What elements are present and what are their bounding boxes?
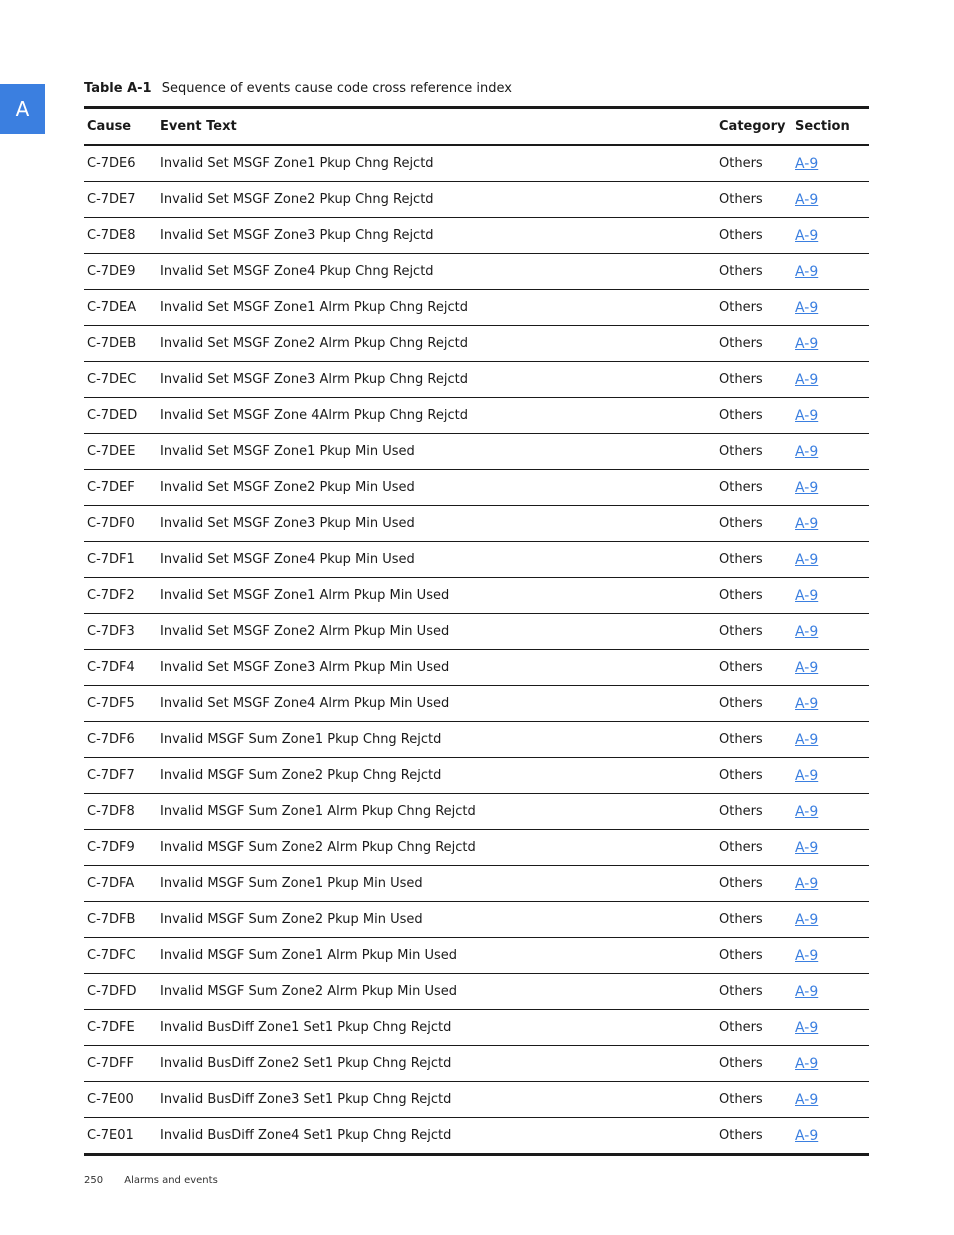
section-link[interactable]: A-9: [795, 1127, 819, 1144]
table-row: [84, 614, 869, 650]
cell-cause: C-7DE6: [87, 156, 136, 171]
cell-section: [795, 876, 869, 892]
table-row: [84, 326, 869, 362]
table-row: [84, 470, 869, 506]
cell-category: Others: [719, 912, 763, 927]
cell-event-text: Invalid Set MSGF Zone1 Pkup Min Used: [160, 444, 415, 459]
section-link[interactable]: A-9: [795, 587, 819, 604]
cell-category: Others: [719, 444, 763, 459]
cell-cause: C-7DFC: [87, 948, 136, 963]
cell-category: Others: [719, 228, 763, 243]
cell-cause: C-7DE9: [87, 264, 136, 279]
table-row: [84, 182, 869, 218]
cell-cause: C-7DFA: [87, 876, 135, 891]
cell-cause: C-7DF0: [87, 516, 135, 531]
cell-cause: C-7DEA: [87, 300, 137, 315]
cell-section: [795, 984, 869, 1000]
section-link[interactable]: A-9: [795, 299, 819, 316]
cell-cause: C-7DEC: [87, 372, 137, 387]
section-link[interactable]: A-9: [795, 443, 819, 460]
cell-section: [795, 624, 869, 640]
table-row: [84, 362, 869, 398]
table-row: [84, 1010, 869, 1046]
cell-category: Others: [719, 336, 763, 351]
section-link[interactable]: A-9: [795, 875, 819, 892]
section-link[interactable]: A-9: [795, 263, 819, 280]
cell-event-text: Invalid MSGF Sum Zone1 Alrm Pkup Chng Rejctd: [160, 804, 476, 819]
cause-code-table: [84, 106, 869, 1156]
section-link[interactable]: A-9: [795, 407, 819, 424]
cell-category: Others: [719, 624, 763, 639]
table-row: [84, 434, 869, 470]
cell-category: Others: [719, 732, 763, 747]
cell-cause: C-7DE8: [87, 228, 136, 243]
table-row: [84, 902, 869, 938]
cell-event-text: Invalid Set MSGF Zone 4Alrm Pkup Chng Rejctd: [160, 408, 468, 423]
section-link[interactable]: A-9: [795, 1091, 819, 1108]
cell-event-text: Invalid Set MSGF Zone4 Pkup Chng Rejctd: [160, 264, 434, 279]
cell-category: Others: [719, 552, 763, 567]
cell-event-text: Invalid Set MSGF Zone2 Pkup Min Used: [160, 480, 415, 495]
cell-section: [795, 444, 869, 460]
section-link[interactable]: A-9: [795, 155, 819, 172]
table-row: [84, 1118, 869, 1153]
cell-section: [795, 588, 869, 604]
cell-cause: C-7DFE: [87, 1020, 135, 1035]
cell-section: [795, 948, 869, 964]
cell-section: [795, 156, 869, 172]
cell-category: Others: [719, 372, 763, 387]
table-row: [84, 218, 869, 254]
table-row: [84, 290, 869, 326]
cell-category: Others: [719, 804, 763, 819]
cell-cause: C-7E00: [87, 1092, 134, 1107]
cell-category: Others: [719, 300, 763, 315]
table-caption: [84, 80, 512, 97]
table-row: [84, 1082, 869, 1118]
section-link[interactable]: A-9: [795, 731, 819, 748]
table-row: [84, 506, 869, 542]
cell-section: [795, 804, 869, 820]
cell-cause: C-7DF8: [87, 804, 135, 819]
cell-category: Others: [719, 1128, 763, 1143]
cell-event-text: Invalid Set MSGF Zone1 Pkup Chng Rejctd: [160, 156, 434, 171]
cell-category: Others: [719, 876, 763, 891]
cell-event-text: Invalid Set MSGF Zone3 Alrm Pkup Chng Rejctd: [160, 372, 468, 387]
section-link[interactable]: A-9: [795, 191, 819, 208]
cell-category: Others: [719, 588, 763, 603]
cell-category: Others: [719, 984, 763, 999]
cell-cause: C-7DF4: [87, 660, 135, 675]
cell-section: [795, 408, 869, 424]
header-cause: Cause: [87, 119, 132, 134]
cell-category: Others: [719, 192, 763, 207]
cell-event-text: Invalid Set MSGF Zone2 Alrm Pkup Chng Rejctd: [160, 336, 468, 351]
cell-event-text: Invalid MSGF Sum Zone2 Pkup Chng Rejctd: [160, 768, 442, 783]
cell-section: [795, 372, 869, 388]
table-row: [84, 794, 869, 830]
section-link[interactable]: A-9: [795, 515, 819, 532]
cell-cause: C-7DF7: [87, 768, 135, 783]
cell-cause: C-7DF9: [87, 840, 135, 855]
cell-category: Others: [719, 948, 763, 963]
cell-category: Others: [719, 156, 763, 171]
appendix-tab-marker: [0, 84, 45, 134]
cell-event-text: Invalid MSGF Sum Zone2 Alrm Pkup Chng Rejctd: [160, 840, 476, 855]
cell-section: [795, 516, 869, 532]
section-link[interactable]: A-9: [795, 659, 819, 676]
cell-category: Others: [719, 408, 763, 423]
cell-cause: C-7DEF: [87, 480, 135, 495]
table-row: [84, 938, 869, 974]
cell-cause: C-7E01: [87, 1128, 134, 1143]
cell-section: [795, 912, 869, 928]
table-row: [84, 398, 869, 434]
cell-cause: C-7DF3: [87, 624, 135, 639]
section-link[interactable]: A-9: [795, 335, 819, 352]
cell-event-text: Invalid Set MSGF Zone4 Alrm Pkup Min Used: [160, 696, 450, 711]
cell-cause: C-7DEB: [87, 336, 137, 351]
cell-section: [795, 192, 869, 208]
appendix-tab-letter: A: [15, 97, 30, 121]
cell-cause: C-7DF1: [87, 552, 135, 567]
cell-category: Others: [719, 696, 763, 711]
cell-category: Others: [719, 264, 763, 279]
cell-event-text: Invalid BusDiff Zone3 Set1 Pkup Chng Rejctd: [160, 1092, 452, 1107]
table-row: [84, 830, 869, 866]
cell-section: [795, 552, 869, 568]
section-link[interactable]: A-9: [795, 551, 819, 568]
cell-event-text: Invalid BusDiff Zone2 Set1 Pkup Chng Rejctd: [160, 1056, 452, 1071]
cell-section: [795, 228, 869, 244]
cell-section: [795, 840, 869, 856]
section-link[interactable]: A-9: [795, 371, 819, 388]
cell-section: [795, 696, 869, 712]
cell-cause: C-7DF6: [87, 732, 135, 747]
section-link[interactable]: A-9: [795, 911, 819, 928]
section-link[interactable]: A-9: [795, 1055, 819, 1072]
cell-section: [795, 732, 869, 748]
header-category: Category: [719, 119, 786, 134]
cell-event-text: Invalid Set MSGF Zone1 Alrm Pkup Chng Rejctd: [160, 300, 468, 315]
header-section: Section: [795, 119, 850, 134]
section-link[interactable]: A-9: [795, 983, 819, 1000]
section-link[interactable]: A-9: [795, 695, 819, 712]
table-row: [84, 650, 869, 686]
table-row: [84, 542, 869, 578]
table-row: [84, 686, 869, 722]
section-link[interactable]: A-9: [795, 623, 819, 640]
cell-category: Others: [719, 516, 763, 531]
cell-event-text: Invalid BusDiff Zone4 Set1 Pkup Chng Rejctd: [160, 1128, 452, 1143]
section-link[interactable]: A-9: [795, 1019, 819, 1036]
cell-event-text: Invalid Set MSGF Zone1 Alrm Pkup Min Used: [160, 588, 450, 603]
cell-cause: C-7DF5: [87, 696, 135, 711]
footer-section-title: Alarms and events: [124, 1175, 218, 1186]
table-row: [84, 578, 869, 614]
section-link[interactable]: A-9: [795, 227, 819, 244]
cell-event-text: Invalid MSGF Sum Zone2 Alrm Pkup Min Used: [160, 984, 458, 999]
cell-event-text: Invalid MSGF Sum Zone1 Pkup Chng Rejctd: [160, 732, 442, 747]
table-caption-title: Sequence of events cause code cross reference index: [161, 81, 512, 96]
cell-event-text: Invalid BusDiff Zone1 Set1 Pkup Chng Rejctd: [160, 1020, 452, 1035]
cell-cause: C-7DE7: [87, 192, 136, 207]
cell-section: [795, 1020, 869, 1036]
cell-section: [795, 1128, 869, 1144]
cell-category: Others: [719, 480, 763, 495]
cell-section: [795, 336, 869, 352]
cell-event-text: Invalid MSGF Sum Zone2 Pkup Min Used: [160, 912, 423, 927]
table-row: [84, 866, 869, 902]
cell-category: Others: [719, 660, 763, 675]
cell-event-text: Invalid MSGF Sum Zone1 Alrm Pkup Min Used: [160, 948, 458, 963]
cell-event-text: Invalid Set MSGF Zone3 Alrm Pkup Min Used: [160, 660, 450, 675]
cell-section: [795, 660, 869, 676]
table-caption-label: Table A-1: [84, 81, 152, 96]
table-header-row: [84, 109, 869, 146]
cell-section: [795, 264, 869, 280]
cell-section: [795, 1056, 869, 1072]
section-link[interactable]: A-9: [795, 839, 819, 856]
page-footer: [84, 1175, 218, 1186]
table-row: [84, 974, 869, 1010]
header-event-text: Event Text: [160, 119, 237, 134]
cell-section: [795, 1092, 869, 1108]
section-link[interactable]: A-9: [795, 479, 819, 496]
cell-cause: C-7DFF: [87, 1056, 135, 1071]
table-body: [84, 146, 869, 1153]
section-link[interactable]: A-9: [795, 947, 819, 964]
cell-category: Others: [719, 840, 763, 855]
section-link[interactable]: A-9: [795, 767, 819, 784]
cell-section: [795, 480, 869, 496]
cell-event-text: Invalid Set MSGF Zone3 Pkup Min Used: [160, 516, 415, 531]
cell-event-text: Invalid MSGF Sum Zone1 Pkup Min Used: [160, 876, 423, 891]
cell-section: [795, 300, 869, 316]
cell-event-text: Invalid Set MSGF Zone4 Pkup Min Used: [160, 552, 415, 567]
table-row: [84, 722, 869, 758]
cell-cause: C-7DF2: [87, 588, 135, 603]
cell-event-text: Invalid Set MSGF Zone3 Pkup Chng Rejctd: [160, 228, 434, 243]
cell-event-text: Invalid Set MSGF Zone2 Alrm Pkup Min Used: [160, 624, 450, 639]
cell-cause: C-7DFD: [87, 984, 137, 999]
section-link[interactable]: A-9: [795, 803, 819, 820]
cell-cause: C-7DED: [87, 408, 138, 423]
cell-category: Others: [719, 1092, 763, 1107]
page-number: 250: [84, 1175, 104, 1186]
cell-cause: C-7DFB: [87, 912, 136, 927]
cell-cause: C-7DEE: [87, 444, 136, 459]
table-row: [84, 254, 869, 290]
cell-category: Others: [719, 768, 763, 783]
table-row: [84, 146, 869, 182]
table-row: [84, 1046, 869, 1082]
cell-category: Others: [719, 1020, 763, 1035]
cell-section: [795, 768, 869, 784]
cell-category: Others: [719, 1056, 763, 1071]
table-row: [84, 758, 869, 794]
cell-event-text: Invalid Set MSGF Zone2 Pkup Chng Rejctd: [160, 192, 434, 207]
